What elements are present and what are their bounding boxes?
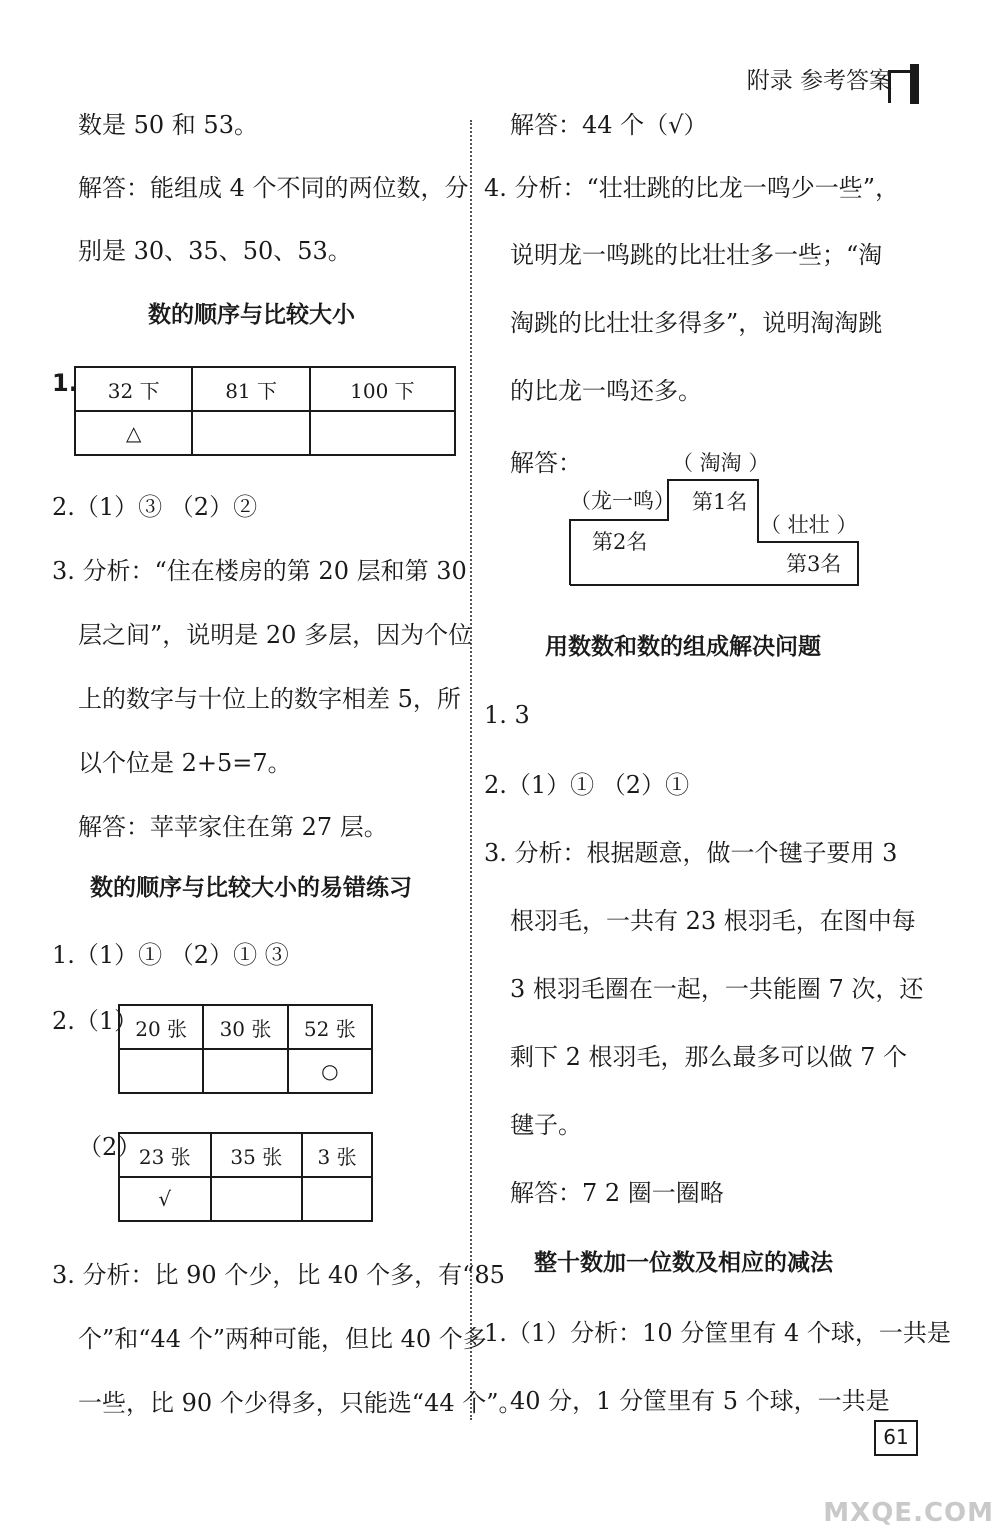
q1-mark-cell	[310, 411, 455, 455]
podium-first-label: 第1名	[692, 490, 748, 514]
podium-third-label: 第3名	[786, 552, 842, 576]
watermark: MXQE.COM	[823, 1498, 994, 1528]
header-bar	[910, 64, 919, 104]
q1-header-cell: 32 下	[75, 367, 192, 411]
e2-t1-mark-cell: ○	[288, 1049, 372, 1093]
r4-line-3: 淘跳的比壮壮多得多”，说明淘淘跳	[510, 309, 883, 337]
podium-third-name: （ 壮壮 ）	[760, 513, 858, 537]
s2-answer: 2.（1）① （2）①	[484, 771, 690, 799]
e3-line-1: 3. 分析：比 90 个少，比 40 个多，有“85	[52, 1261, 505, 1289]
r4-line-4: 的比龙一鸣还多。	[510, 377, 702, 405]
section-title-error-practice: 数的顺序与比较大小的易错练习	[90, 875, 412, 901]
podium-second-label: 第2名	[592, 530, 648, 554]
s3-line-4: 剩下 2 根羽毛，那么最多可以做 7 个	[510, 1043, 908, 1071]
q1-table	[74, 366, 456, 456]
q1-mark-cell	[192, 411, 309, 455]
e2-t2-mark-cell	[302, 1177, 372, 1221]
e2-t2-mark-cell: √	[119, 1177, 211, 1221]
page-number: 61	[874, 1420, 918, 1456]
q1-mark-cell: △	[75, 411, 192, 455]
e2-t2-header-cell: 35 张	[211, 1133, 303, 1177]
s3-answer: 解答：7 2 圈一圈略	[510, 1179, 724, 1207]
t1-line-1: 1.（1）分析：10 分筐里有 4 个球，一共是	[484, 1319, 951, 1347]
e2-t2-header-cell: 23 张	[119, 1133, 211, 1177]
column-divider	[470, 120, 472, 1420]
e2-t2-header-cell: 3 张	[302, 1133, 372, 1177]
q3-line-4: 以个位是 2+5=7。	[78, 749, 292, 777]
e2-sub-2: （2）	[78, 1133, 142, 1161]
section-title-counting: 用数数和数的组成解决问题	[545, 634, 821, 660]
e2-table-2	[118, 1132, 373, 1222]
r4-answer-label: 解答：	[510, 449, 582, 477]
s1-answer: 1. 3	[484, 701, 530, 729]
e3-line-3: 一些，比 90 个少得多，只能选“44 个”。	[78, 1389, 523, 1417]
s3-line-3: 3 根羽毛圈在一起，一共能圈 7 次，还	[510, 975, 924, 1003]
e3-line-2: 个”和“44 个”两种可能，但比 40 个多	[78, 1325, 487, 1353]
q1-header-cell: 81 下	[192, 367, 309, 411]
e2-t1-header-cell: 52 张	[288, 1005, 372, 1049]
s3-line-2: 根羽毛，一共有 23 根羽毛，在图中每	[510, 907, 916, 935]
q3-answer: 解答：苹苹家住在第 27 层。	[78, 813, 388, 841]
t1-line-2: 40 分，1 分筐里有 5 个球，一共是	[510, 1387, 890, 1415]
r4-line-1: 4. 分析：“壮壮跳的比龙一鸣少一些”，	[484, 174, 900, 202]
s3-line-1: 3. 分析：根据题意，做一个毽子要用 3	[484, 839, 898, 867]
e2-t1-header-cell: 20 张	[119, 1005, 203, 1049]
e2-t1-mark-cell	[203, 1049, 287, 1093]
q3-line-2: 层之间”，说明是 20 多层，因为个位	[78, 621, 473, 649]
q3-line-1: 3. 分析：“住在楼房的第 20 层和第 30	[52, 557, 467, 585]
e2-number: 2.（1）	[52, 1007, 139, 1035]
podium-first-name: （ 淘淘 ）	[672, 451, 770, 475]
right-answer-1: 解答：44 个（√）	[510, 111, 708, 139]
left-line-1: 数是 50 和 53。	[78, 111, 258, 139]
q1-number: 1.	[52, 369, 78, 397]
q1-header-cell: 100 下	[310, 367, 455, 411]
r4-line-2: 说明龙一鸣跳的比壮壮多一些；“淘	[510, 241, 883, 269]
left-line-2: 解答：能组成 4 个不同的两位数，分	[78, 174, 469, 202]
e2-table-1	[118, 1004, 373, 1094]
q2-answer: 2.（1）③ （2）②	[52, 493, 258, 521]
left-line-3: 别是 30、35、50、53。	[78, 237, 352, 265]
podium-second-name: （龙一鸣）	[570, 489, 675, 513]
q3-line-3: 上的数字与十位上的数字相差 5，所	[78, 685, 461, 713]
section-title-order-compare: 数的顺序与比较大小	[148, 302, 355, 328]
section-title-tens-addition: 整十数加一位数及相应的减法	[534, 1250, 833, 1276]
e2-t1-header-cell: 30 张	[203, 1005, 287, 1049]
e1-answer: 1.（1）① （2）① ③	[52, 941, 289, 969]
s3-line-5: 毽子。	[510, 1111, 582, 1139]
e2-t1-mark-cell	[119, 1049, 203, 1093]
header-title: 附录 参考答案	[746, 68, 892, 94]
e2-t2-mark-cell	[211, 1177, 303, 1221]
